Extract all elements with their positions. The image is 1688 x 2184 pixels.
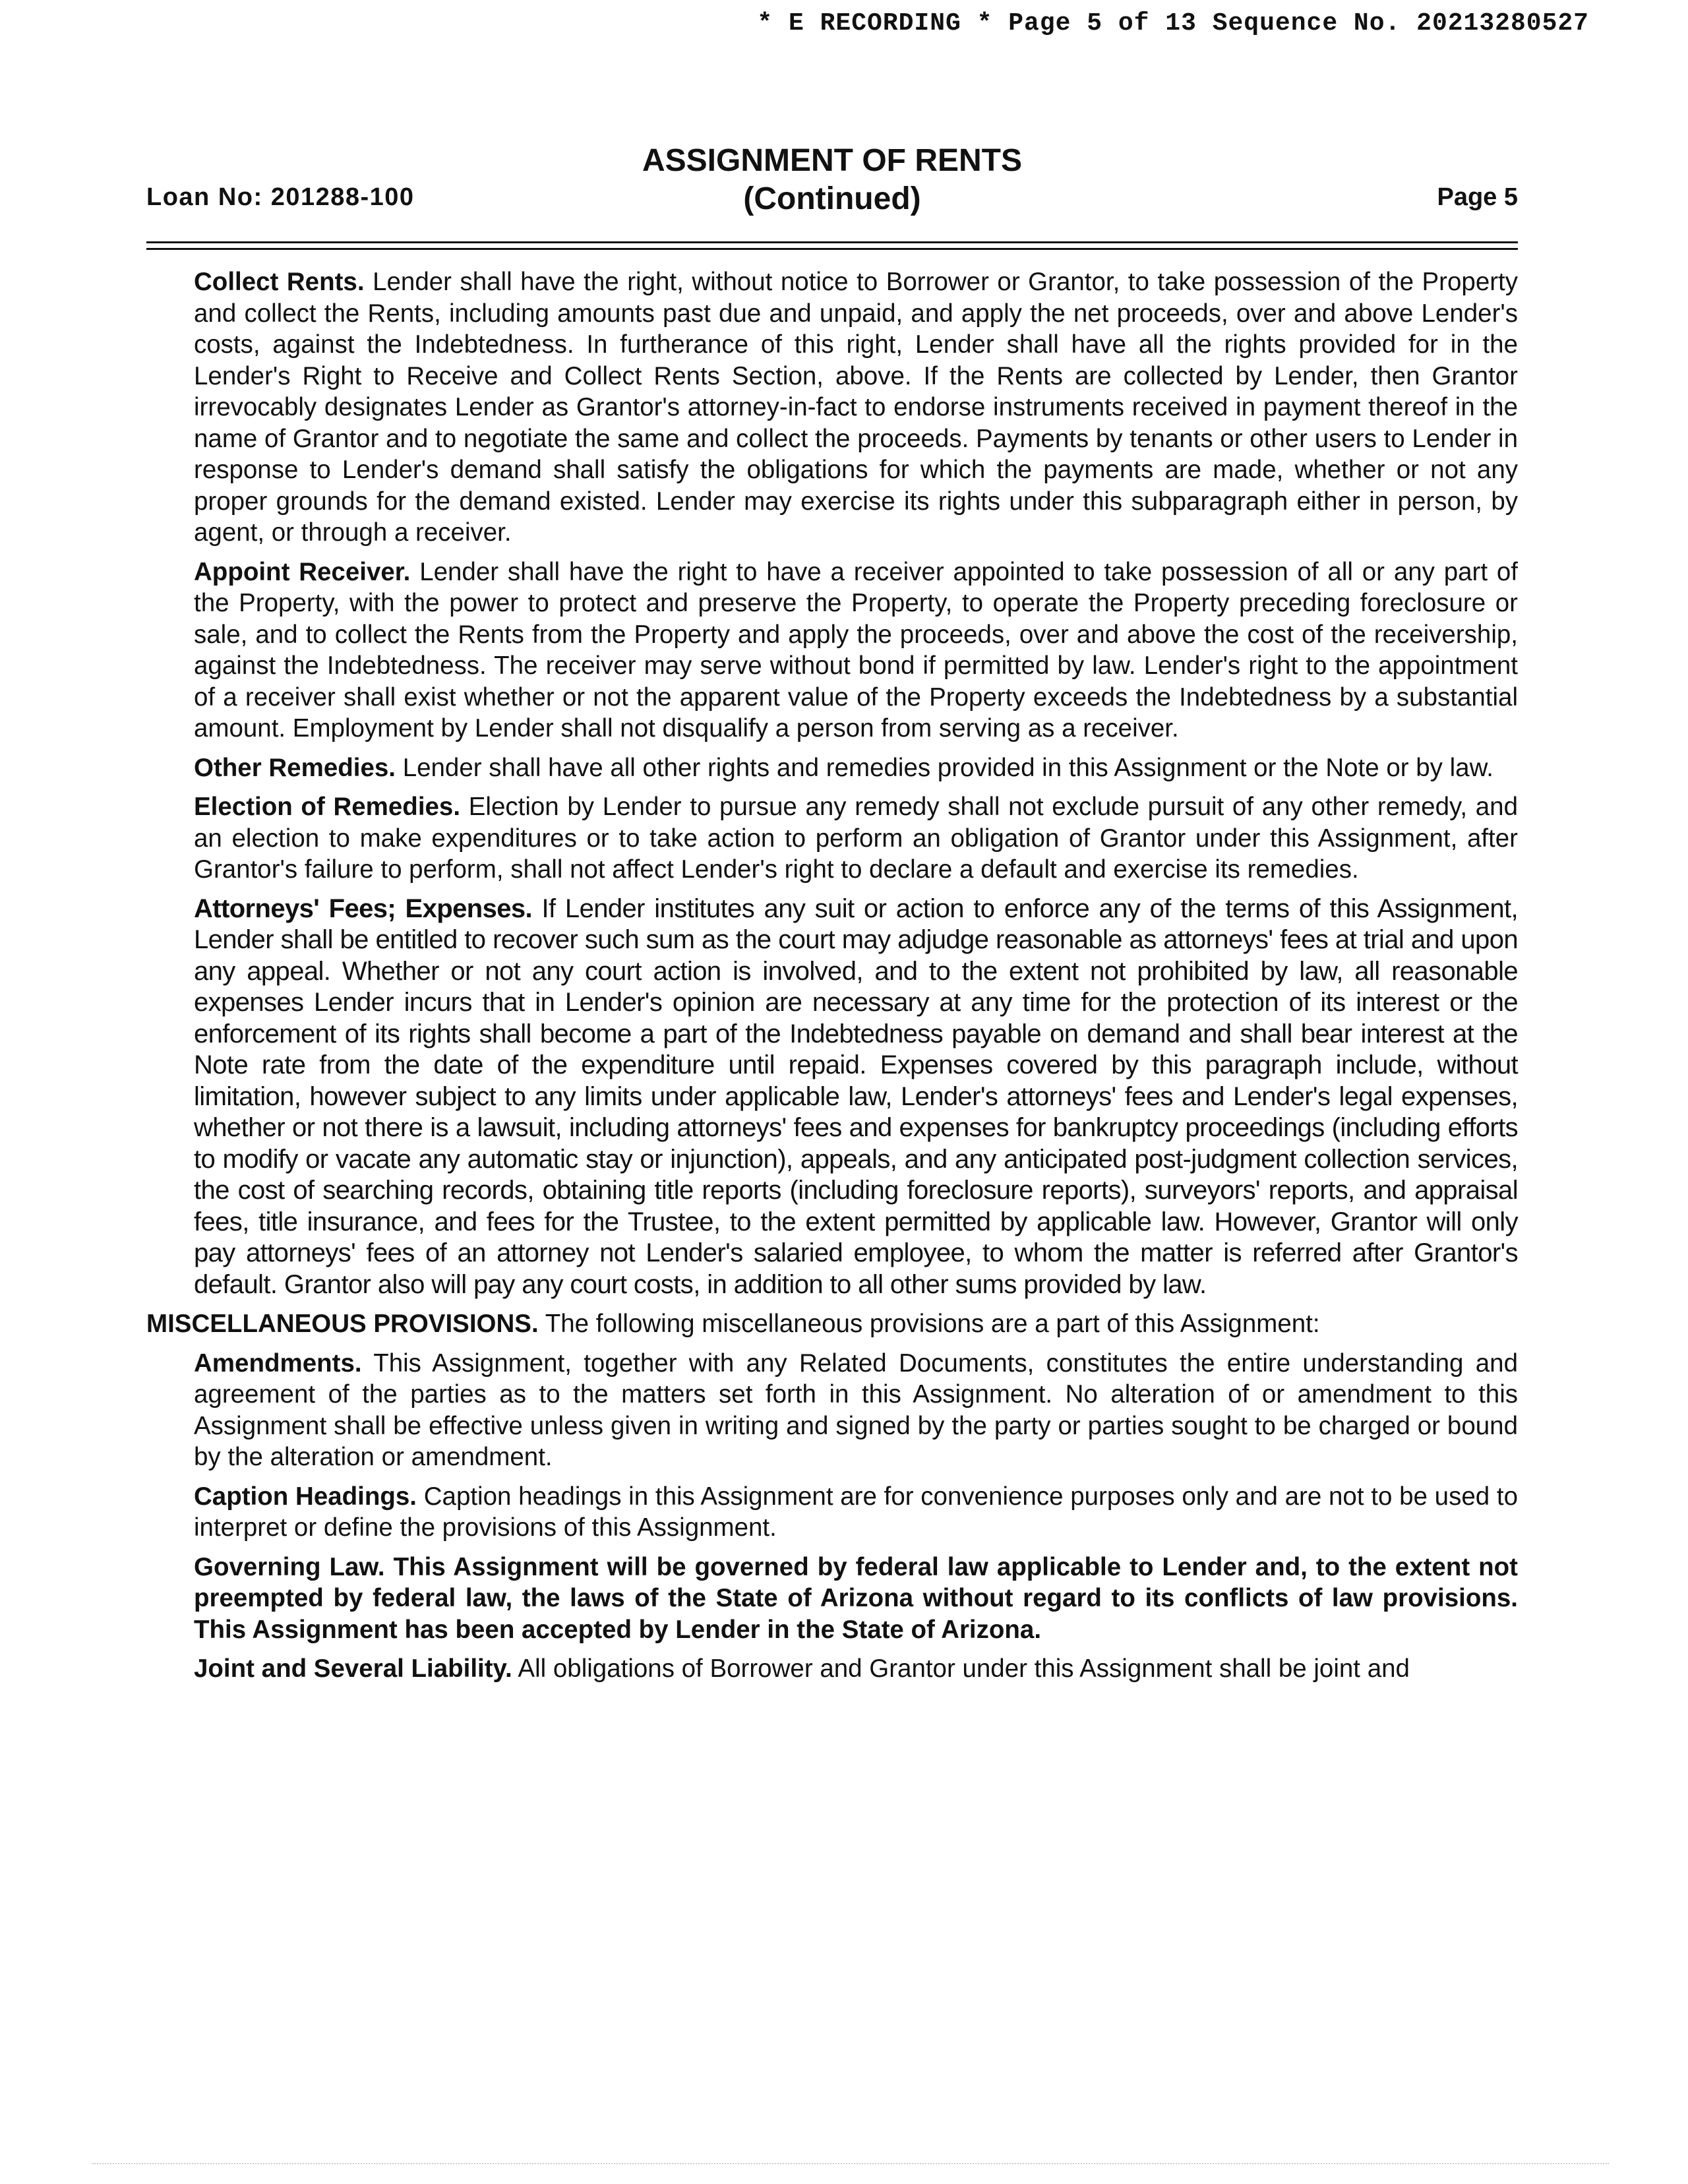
section-text: Caption headings in this Assignment are for convenience purposes only and are not to be used to interpret or define the provisions of this Assignment. — [194, 1482, 1518, 1542]
section-governing-law — [194, 1552, 1518, 1646]
document-title — [146, 142, 1518, 218]
section-amendments — [194, 1348, 1518, 1473]
section-text: The following miscellaneous provisions are a part of this Assignment: — [545, 1310, 1320, 1338]
section-heading: Joint and Several Liability. — [194, 1654, 512, 1683]
section-text: All obligations of Borrower and Grantor under this Assignment shall be joint and — [518, 1654, 1410, 1683]
section-election-of-remedies — [194, 791, 1518, 886]
section-text: If Lender institutes any suit or action to enforce any of the terms of this Assignment, Lender shall be entitled to recover such sum as the court may adjudge reasonable as attorneys' fees at trial and upon any appeal. Whether or not any court action is involved, and to the extent not prohibited by law, all reasonable expenses Lender incurs that in Lender's opinion are necessary at any time for the protection of its interest or the enforcement of its rights shall become a part of the Indebtedness payable on demand and shall bear interest at the Note rate from the date of the expenditure until repaid. Expenses covered by this paragraph include, without limitation, however subject to any limits under applicable law, Lender's attorneys' fees and Lender's legal expenses, whether or not there is a lawsuit, including attorneys' fees and expenses for bankruptcy proceedings (including efforts to modify or vacate any automatic stay or injunction), appeals, and any anticipated post-judgment collection services, the cost of searching records, obtaining title reports (including foreclosure reports), surveyors' reports, and appraisal fees, title insurance, and fees for the Trustee, to the extent permitted by applicable law. However, Grantor will only pay attorneys' fees of an attorney not Lender's salaried employee, to whom the matter is referred after Grantor's default. Grantor also will pay any court costs, in addition to all other sums provided by law. — [194, 894, 1518, 1299]
section-heading: Appoint Receiver. — [194, 557, 411, 586]
page-number: Page 5 — [1437, 183, 1518, 211]
title-line-2: (Continued) — [743, 181, 921, 216]
section-appoint-receiver — [194, 557, 1518, 744]
scan-footer-artifacts — [92, 2163, 1609, 2168]
section-heading: Attorneys' Fees; Expenses. — [194, 894, 533, 923]
section-text: Lender shall have the right to have a receiver appointed to take possession of all or any part of the Property, with the power to protect and preserve the Property, to operate the Property preceding foreclosure or sale, and to collect the Rents from the Property and apply the proceeds, over and above the cost of the receivership, against the Indebtedness. The receiver may serve without bond if permitted by law. Lender's right to the appointment of a receiver shall exist whether or not the apparent value of the Property exceeds the Indebtedness by a substantial amount. Employment by Lender shall not disqualify a person from serving as a receiver. — [194, 557, 1519, 743]
title-line-1: ASSIGNMENT OF RENTS — [642, 143, 1023, 178]
loan-number: Loan No: 201288-100 — [146, 183, 415, 211]
section-heading: Caption Headings. — [194, 1482, 417, 1511]
section-caption-headings — [194, 1481, 1518, 1544]
section-text: Lender shall have the right, without notice to Borrower or Grantor, to take possession of the Property and collect the Rents, including amounts past due and unpaid, and apply the net proceeds, over and above Lender's costs, against the Indebtedness. In furtherance of this right, Lender shall have all the rights provided for in the Lender's Right to Receive and Collect Rents Section, above. If the Rents are collected by Lender, then Grantor irrevocably designates Lender as Grantor's attorney-in-fact to endorse instruments received in payment thereof in the name of Grantor and to negotiate the same and collect the proceeds. Payments by tenants or other users to Lender in response to Lender's demand shall satisfy the obligations for which the payments are made, whether or not any proper grounds for the demand existed. Lender may exercise its rights under this subparagraph either in person, by agent, or through a receiver. — [194, 268, 1519, 547]
header-rule-top — [146, 241, 1518, 243]
section-miscellaneous-provisions — [146, 1308, 1518, 1340]
section-heading: MISCELLANEOUS PROVISIONS. — [146, 1310, 539, 1338]
section-heading: Election of Remedies. — [194, 793, 461, 821]
header-rule-bottom — [146, 248, 1518, 250]
section-heading: Governing Law. — [194, 1552, 385, 1581]
section-heading: Amendments. — [194, 1349, 362, 1378]
section-heading: Other Remedies. — [194, 753, 396, 782]
section-joint-and-several-liability — [194, 1653, 1518, 1685]
section-other-remedies — [194, 752, 1518, 784]
section-text: Lender shall have all other rights and remedies provided in this Assignment or the Note or by law. — [402, 753, 1493, 782]
recording-header: * E RECORDING * Page 5 of 13 Sequence No. 20213280527 — [757, 9, 1589, 38]
section-text: This Assignment, together with any Related Documents, constitutes the entire understanding and agreement of the parties as to the matters set forth in this Assignment. No alteration of or amendment to this Assignment shall be effective unless given in writing and signed by the party or parties sought to be charged or bound by the alteration or amendment. — [194, 1349, 1518, 1471]
document-header — [146, 142, 1518, 221]
document-body — [146, 266, 1518, 1693]
section-text: Election by Lender to pursue any remedy shall not exclude pursuit of any other remedy, and an election to make expenditures or to take action to perform an obligation of Grantor under this Assignment, after Grantor's failure to perform, shall not affect Lender's right to declare a default and exercise its remedies. — [194, 793, 1519, 884]
section-attorneys-fees — [194, 894, 1518, 1301]
section-heading: Collect Rents. — [194, 268, 365, 296]
section-text: This Assignment will be governed by federal law applicable to Lender and, to the extent not preempted by federal law, the laws of the State of Arizona without regard to its conflicts of law provisions. This Assignment has been accepted by Lender in the State of Arizona. — [194, 1552, 1518, 1644]
section-collect-rents — [194, 266, 1518, 549]
